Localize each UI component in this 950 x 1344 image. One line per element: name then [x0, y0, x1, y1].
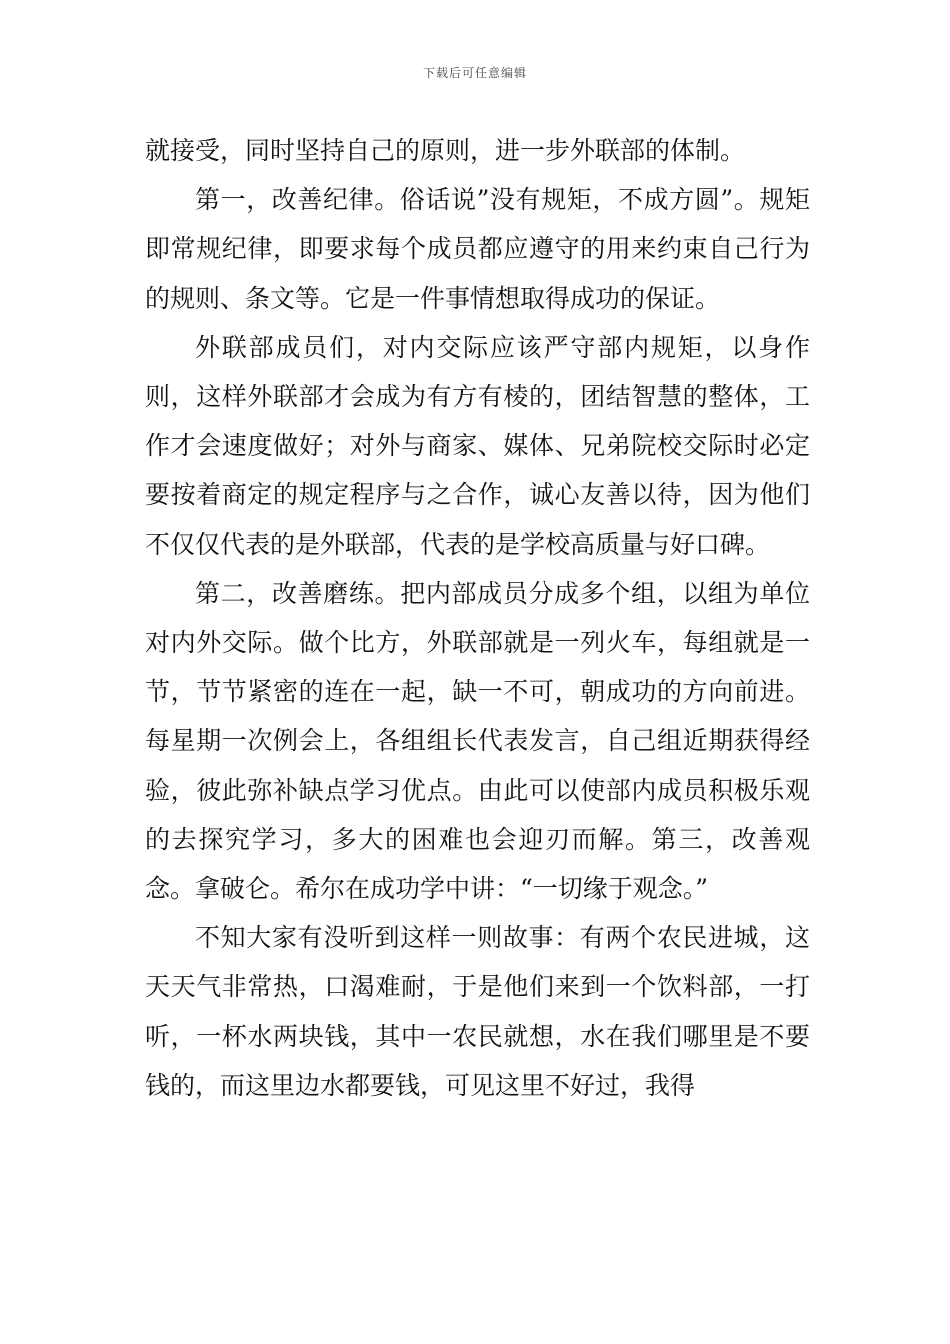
paragraph-5: 不知大家有没听到这样一则故事：有两个农民进城，这天天气非常热，口渴难耐，于是他们来到一个饮料部，一打听，一杯水两块钱，其中一农民就想，水在我们哪里是不要钱的，而这里边水都要钱，可见这里不好过，我得 — [145, 923, 810, 1100]
paragraph-4: 第二，改善磨练。把内部成员分成多个组，以组为单位对内外交际。做个比方，外联部就是一列火车，每组就是一节，节节紧密的连在一起，缺一不可，朝成功的方向前进。每星期一次例会上，各组组长代表发言，自己组近期获得经验，彼此弥补缺点学习优点。由此可以使部内成员积极乐观的去探究学习，多大的困难也会迎刃而解。第三，改善观念。拿破仑。希尔在成功学中讲：“一切缘于观念。” — [145, 578, 810, 904]
document-body — [145, 126, 810, 1110]
page-header: 下载后可任意编辑 — [422, 66, 527, 80]
paragraph-3: 外联部成员们，对内交际应该严守部内规矩，以身作则，这样外联部才会成为有方有棱的，团结智慧的整体，工作才会速度做好；对外与商家、媒体、兄弟院校交际时必定要按着商定的规定程序与之合作，诚心友善以待，因为他们不仅仅代表的是外联部，代表的是学校高质量与好口碑。 — [145, 332, 810, 559]
paragraph-2: 第一，改善纪律。俗话说”没有规矩，不成方圆”。规矩即常规纪律，即要求每个成员都应遵守的用来约束自己行为的规则、条文等。它是一件事情想取得成功的保证。 — [145, 185, 810, 313]
paragraph-1: 就接受，同时坚持自己的原则，进一步外联部的体制。 — [145, 136, 746, 165]
